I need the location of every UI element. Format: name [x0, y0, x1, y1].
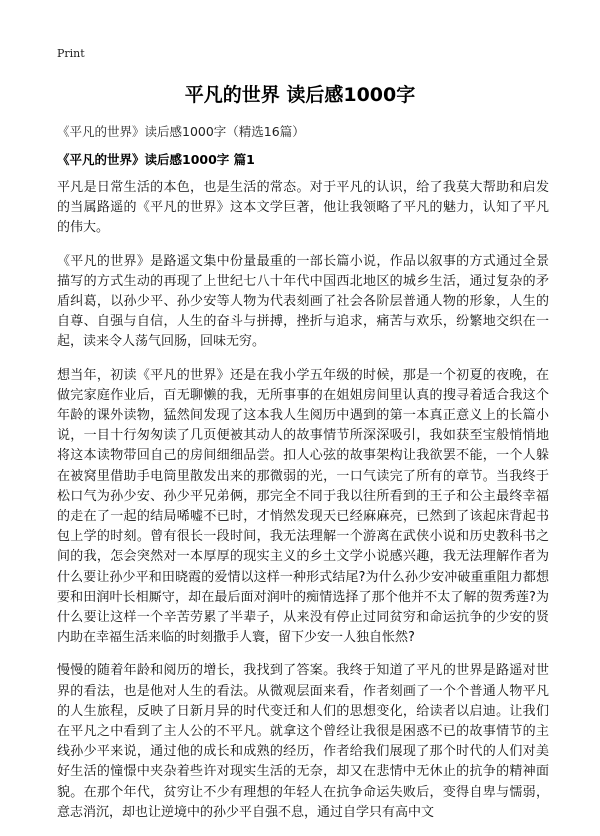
paragraph-1: 平凡是日常生活的本色，也是生活的常态。对于平凡的认识，给了我莫大帮助和启发的当属路遥的《平凡的世界》这本文学巨著，他让我领略了平凡的魅力，认知了平凡的伟大。: [57, 180, 549, 236]
article-subtitle: 《平凡的世界》读后感1000字（精选16篇）: [57, 124, 305, 139]
section-heading: 《平凡的世界》读后感1000字 篇1: [57, 152, 255, 167]
page-title: 平凡的世界 读后感1000字: [184, 84, 416, 106]
paragraph-4: 慢慢的随着年龄和阅历的增长，我找到了答案。我终于知道了平凡的世界是路遥对世界的看法，也是他对人生的看法。从微观层面来看，作者刻画了一个个普通人物平凡的人生旅程，反映了日新月异的时代变迁和人们的思想变化，给读者以启迪。让我们在平凡之中看到了主人公的不平凡。就拿这个曾经让我很是困惑不已的故事情节的主线孙少平来说，通过他的成长和成熟的经历，作者给我们展现了那个时代的人们对美好生活的憧憬中夹杂着些许对现实生活的无奈，却又在悲情中无休止的抗争的精神面貌。在那个年代，贫穷让不少有理想的年轻人在抗争命运失败后，变得自卑与懦弱，意志消沉，却也让逆境中的孙少平自强不息，通过自学只有高中文: [57, 663, 549, 820]
paragraph-3: 想当年，初读《平凡的世界》还是在我小学五年级的时候，那是一个初夏的夜晚，在做完家庭作业后，百无聊懒的我，无所事事的在姐姐房间里认真的搜寻着适合我这个年龄的课外读物，猛然间发现了这本我人生阅历中遇到的第一本真正意义上的长篇小说，一目十行匆匆读了几页便被其动人的故事情节所深深吸引，我如获至宝般悄悄地将这本读物带回自己的房间细细品尝。扣人心弦的故事架构让我欲罢不能，一个人躲在被窝里借助手电筒里散发出来的那微弱的光，一口气读完了所有的章节。当我终于松口气为孙少安、孙少平兄弟俩，那完全不同于我以往所看到的王子和公主最终幸福的走在了一起的结局唏嘘不已时，才悄然发现天已经麻麻亮，已然到了该起床背起书包上学的时刻。曾有很长一段时间，我无法理解一个游离在武侠小说和历史教科书之间的我，怎会突然对一本厚厚的现实主义的乡土文学小说感兴趣，我无法理解作者为什么要让孙少平和田晓霞的爱情以这样一种形式结尾?为什么孙少安冲破重重阻力都想要和田润叶长相厮守，却在最后面对润叶的痴情选择了那个他并不太了解的贺秀莲?为什么要让这样一个辛苦劳累了半辈子，从来没有停止过同贫穷和命运抗争的少安的贤内助在幸福生活来临的时刻撒手人寰，留下少安一人独自怅然?: [57, 367, 549, 646]
print-link[interactable]: Print: [57, 47, 85, 60]
paragraph-2: 《平凡的世界》是路遥文集中份量最重的一部长篇小说，作品以叙事的方式通过全景描写的方式生动的再现了上世纪七八十年代中国西北地区的城乡生活，通过复杂的矛盾纠葛，以孙少平、孙少安等人物为代表刻画了社会各阶层普通人物的形象，人生的自尊、自强与自信，人生的奋斗与拼搏，挫折与追求，痛苦与欢乐，纷繁地交织在一起，读来令人荡气回肠，回味无穷。: [57, 253, 549, 350]
article-body: [57, 178, 549, 836]
